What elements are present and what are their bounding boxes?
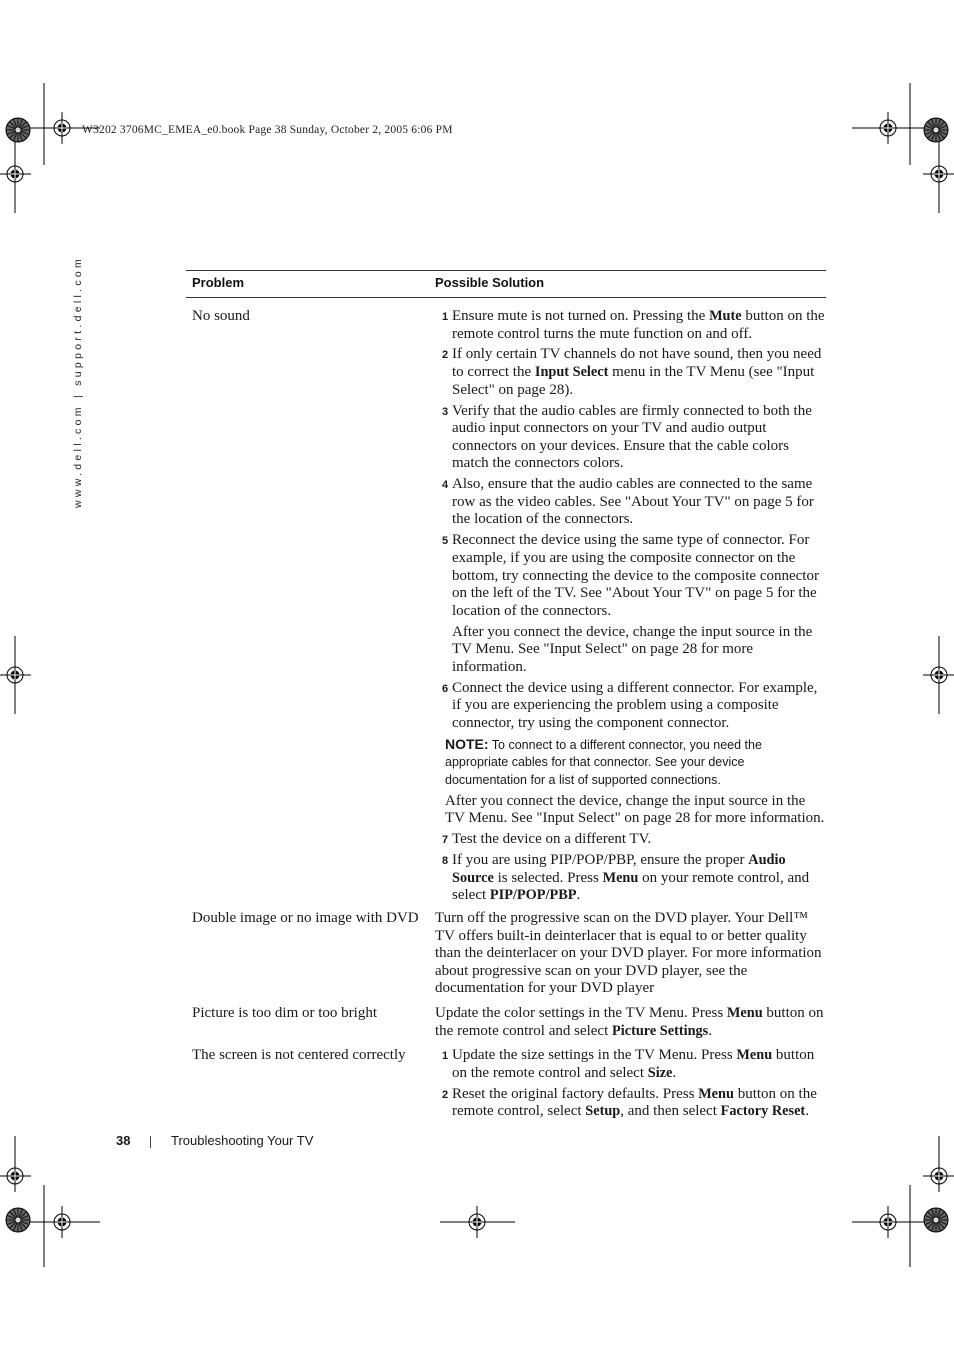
solution-cell — [435, 910, 826, 998]
solution-step: 4 Also, ensure that the audio cables are connected to the same row as the video cables. See "About Your TV" on page 5 for the location of the connectors. — [442, 476, 814, 528]
menu-term: Audio Source — [452, 852, 786, 886]
solution-text: Update the color settings in the TV Menu. Press Menu button on the remote control and select Picture Settings. — [435, 1004, 824, 1039]
solution-step: 2 If only certain TV channels do not have sound, then you need to correct the Input Select menu in the TV Menu (see "Input Select" on page 28). — [442, 346, 822, 398]
problem-cell: The screen is not centered correctly — [192, 1047, 406, 1064]
step-number: 1 — [442, 311, 449, 323]
step-number: 3 — [442, 405, 449, 418]
problem-cell: Double image or no image with DVD — [192, 909, 419, 926]
solution-cell — [435, 1005, 826, 1040]
menu-term: PIP/POP/PBP — [489, 887, 577, 904]
solution-step: 7 Test the device on a different TV. — [435, 831, 826, 849]
footer-section-title: Troubleshooting Your TV — [171, 1133, 314, 1148]
table-row — [186, 1047, 826, 1121]
menu-term: Size — [647, 1064, 673, 1081]
problem-cell: Picture is too dim or too bright — [192, 1004, 377, 1021]
print-job-header: W3202 3706MC_EMEA_e0.book Page 38 Sunday, October 2, 2005 6:06 PM — [82, 124, 453, 136]
troubleshooting-table — [186, 270, 826, 1124]
menu-term: Factory Reset — [720, 1103, 806, 1120]
solution-cell — [435, 308, 826, 905]
problem-cell: No sound — [192, 308, 250, 324]
solution-step: 5 Reconnect the device using the same type of connector. For example, if you are using the composite connector on the bottom, try connecting the device to the composite connector on the left of the TV. See "About Your TV" on page 5 for the location of the connectors. — [442, 532, 819, 619]
step-number: 5 — [442, 535, 449, 548]
menu-term: Menu — [698, 1085, 734, 1102]
solution-step: 3 Verify that the audio cables are firmly connected to both the audio input connectors on your TV and audio output connectors on your devices. Ensure that the cable colors match the connectors colors. — [442, 402, 812, 472]
col-header-problem: Problem — [192, 275, 245, 290]
solution-step: 8 If you are using PIP/POP/PBP, ensure the proper Audio Source is selected. Press Menu on your remote control, and select PIP/POP/PBP. — [442, 852, 810, 904]
step-number: 6 — [442, 682, 449, 695]
solution-step: 6 Connect the device using a different connector. For example, if you are experiencing the problem using a composite connector, try using the component connector. — [442, 679, 818, 731]
table-row — [186, 1005, 826, 1040]
step-number: 2 — [442, 1088, 449, 1101]
solution-step: 1 Update the size settings in the TV Menu. Press Menu button on the remote control and select Size. — [442, 1047, 815, 1081]
col-header-solution: Possible Solution — [435, 275, 545, 290]
note-text: To connect to a different connector, you need the appropriate cables for that connector. See your device documentation for a list of supported connections. — [445, 737, 762, 787]
note-label: NOTE: — [445, 735, 489, 752]
menu-term: Menu — [602, 869, 639, 886]
menu-term: Menu — [726, 1004, 763, 1021]
solution-text: Turn off the progressive scan on the DVD player. Your Dell™ TV offers built-in deinterlacer that is equal to or better quality than the deinterlacer on your DVD player. For more information about progressive scan on your DVD player, see the documentation for your DVD player — [435, 909, 822, 997]
table-header — [186, 270, 826, 298]
step-number: 2 — [442, 349, 449, 362]
side-url: www.dell.com | support.dell.com — [72, 255, 84, 508]
table-row — [186, 910, 826, 998]
step-number: 8 — [442, 855, 449, 868]
note-block — [445, 736, 826, 790]
footer-divider — [150, 1136, 151, 1148]
menu-term: Input Select — [534, 364, 609, 381]
solution-step: 2 Reset the original factory defaults. Press Menu button on the remote control, select Setup, and then select Factory Reset. — [442, 1085, 817, 1120]
menu-term: Menu — [736, 1047, 773, 1064]
page-number: 38 — [116, 1133, 131, 1148]
menu-term: Picture Settings — [612, 1022, 709, 1039]
menu-term: Mute — [709, 308, 742, 324]
table-row — [186, 308, 826, 905]
step-continuation: After you connect the device, change the input source in the TV Menu. See "Input Select" on page 28 for more information. — [445, 792, 825, 827]
solution-cell — [435, 1047, 826, 1121]
step-number: 1 — [442, 1050, 449, 1063]
solution-step: 1 Ensure mute is not turned on. Pressing the Mute button on the remote control turns the mute function on and off. — [442, 308, 825, 342]
step-continuation: After you connect the device, change the input source in the TV Menu. See "Input Select" on page 28 for more information. — [452, 623, 813, 675]
step-number: 4 — [442, 479, 449, 492]
step-number: 7 — [442, 834, 449, 847]
menu-term: Setup — [585, 1103, 621, 1120]
